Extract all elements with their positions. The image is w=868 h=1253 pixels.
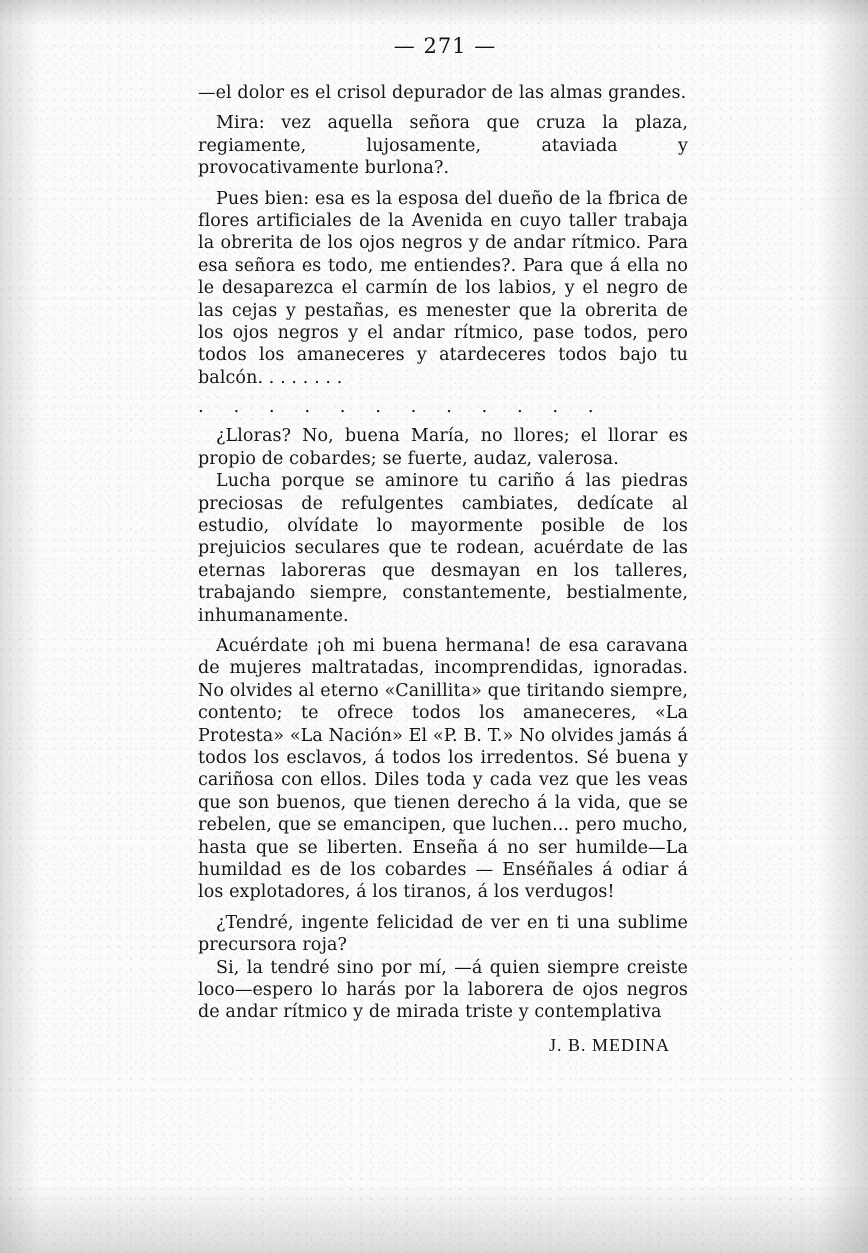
paragraph-8: Si, la tendré sino por mí, —á quien siempre creiste loco—espero lo harás por la laborera de ojos negros de andar rítmico y de mirada triste y contemplativa	[198, 957, 688, 1023]
page-edge-top	[0, 0, 868, 26]
paragraph-2: Mira: vez aquella señora que cruza la plaza, regiamente, lujosamente, ataviada y provocativamente burlona?.	[198, 113, 688, 179]
page-number: — 271 —	[393, 34, 497, 58]
paragraph-4: ¿Lloras? No, buena María, no llores; el llorar es propio de cobardes; se fuerte, audaz, valerosa.	[198, 426, 688, 469]
page-edge-left	[0, 0, 40, 1253]
paragraph-1: —el dolor es el crisol depurador de las almas grandes.	[198, 83, 687, 103]
paragraph-3-text: Pues bien: esa es la esposa del dueño de la fbrica de flores artificiales de la Avenida en cuyo taller trabaja la obrerita de los ojos negros y de andar rítmico. Para esa señora es todo, me entiendes?. Para que á ella no le desaparezca el carmín de los labios, y el negro de las cejas y pestañas, es menester que la obrerita de los ojos negros y el andar rítmico, pase todos, pero todos los amaneceres y atardeceres todos bajo tu balcón.	[198, 188, 688, 388]
ellipsis-row: . . . . . . . . . . . .	[198, 396, 606, 418]
paragraph-5: Lucha porque se aminore tu cariño á las piedras preciosas de refulgentes cambiates, dedícate al estudio, olvídate lo mayormente posible de los prejuicios seculares que te rodean, acuérdate de las eternas laboreras que desmayan en los talleres, trabajando siempre, constantemente, bestialmente, inhumanamente.	[198, 471, 688, 626]
page-edge-bottom	[0, 1183, 868, 1253]
document-page	[198, 30, 688, 1056]
trailing-ellipsis: . . . . . . .	[268, 367, 343, 388]
paragraph-6: Acuérdate ¡oh mi buena hermana! de esa caravana de mujeres maltratadas, incomprendidas, ignoradas. No olvides al eterno «Canillita» que tiritando siempre, contento; te ofrece todos los amaneceres, «La Protesta» «La Nación» El «P. B. T.» No olvides jamás á todos los esclavos, á todos los irredentos. Sé buena y cariñosa con ellos. Diles toda y cada vez que les veas que son buenos, que tienen derecho á la vida, que se rebelen, que se emancipen, que luchen... pero mucho, hasta que se liberten. Enseña á no ser humilde—La humildad es de los cobardes — Enséñales á odiar á los explotadores, á los tiranos, á los verdugos!	[198, 635, 688, 903]
paragraph-3	[198, 188, 688, 390]
paragraph-7: ¿Tendré, ingente felicidad de ver en ti una sublime precursora roja?	[198, 912, 688, 956]
author-signature: J. B. MEDINA	[548, 1034, 670, 1055]
page-edge-right	[818, 0, 868, 1253]
